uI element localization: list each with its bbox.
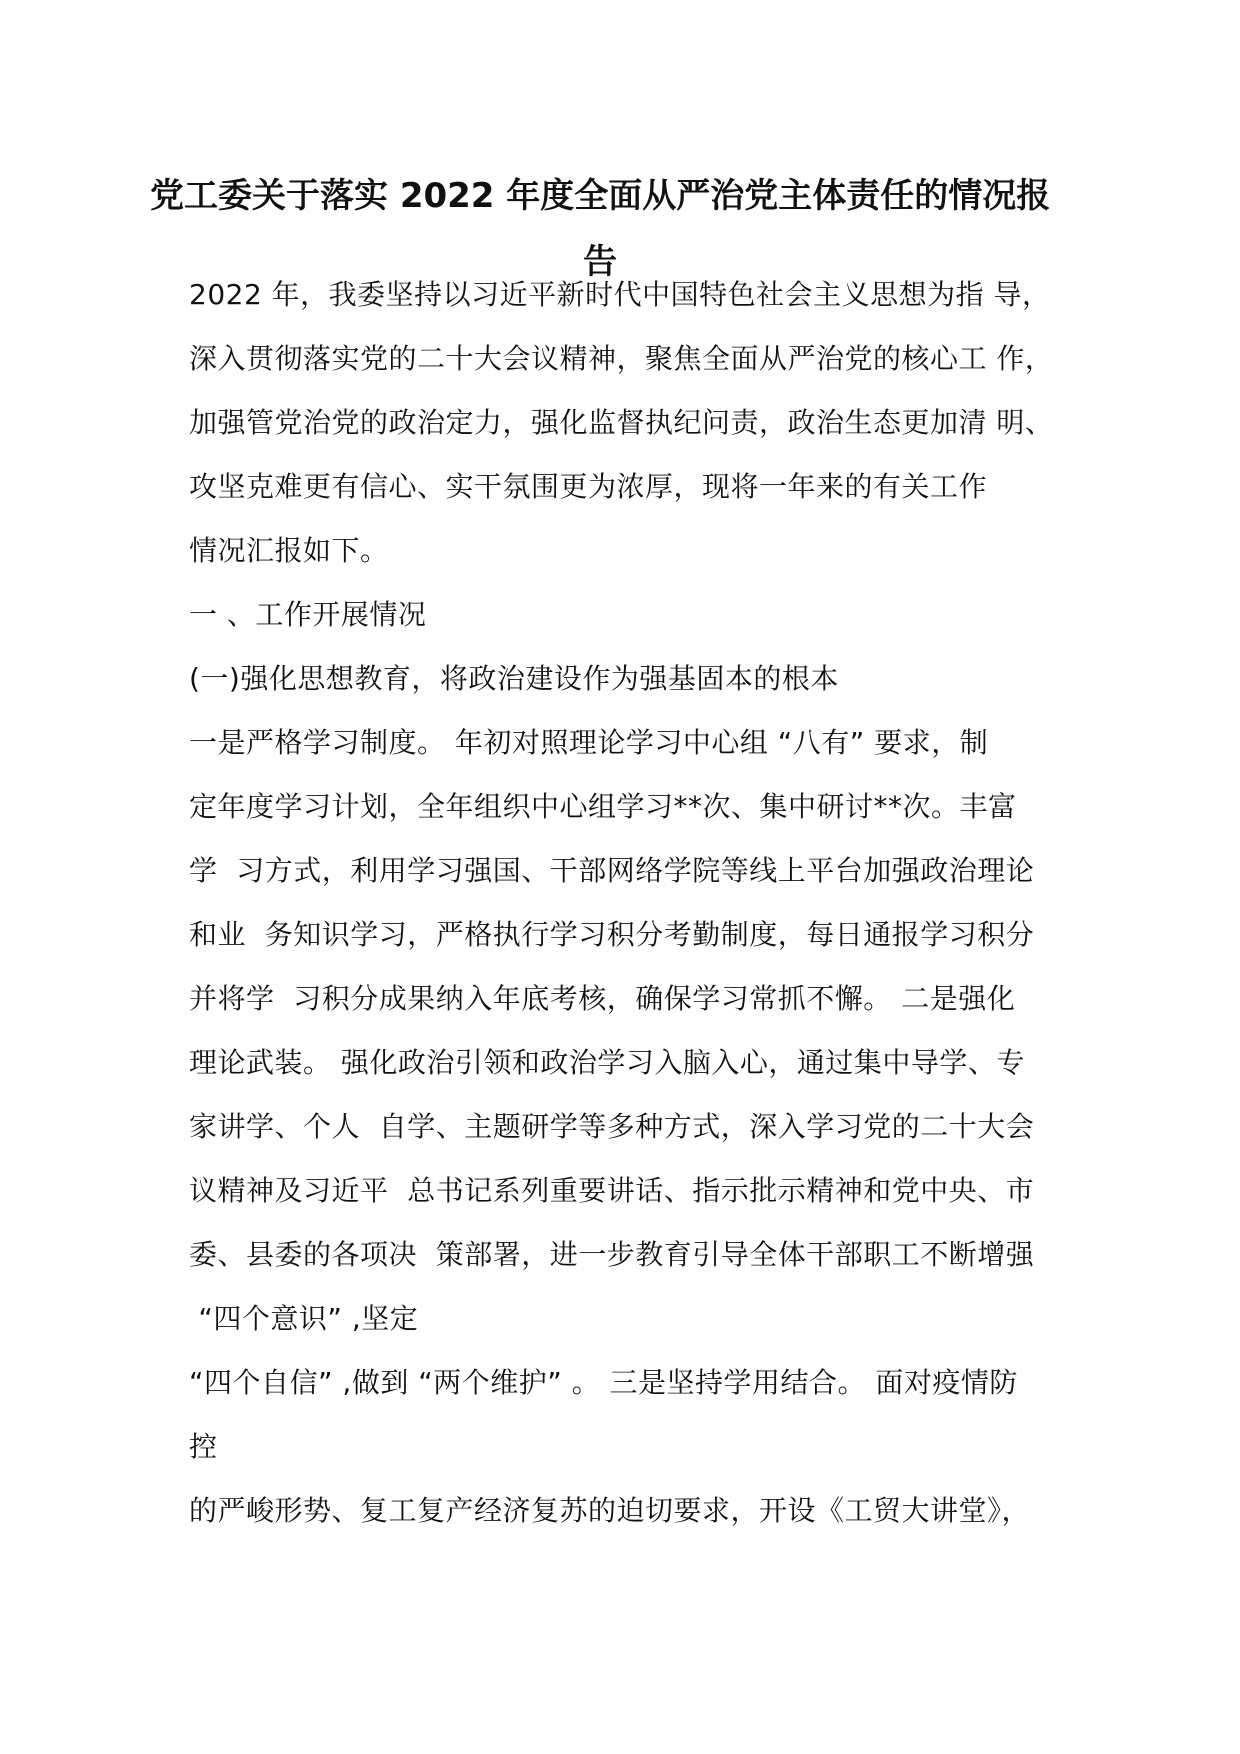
body-line: “四个意识” ,坚定 [189, 1302, 419, 1335]
body-line: 2022 年，我委坚持以习近平新时代中国特色社会主义思想为指 导， [189, 278, 1051, 311]
body-line: “四个自信” ,做到 “两个维护” 。 三是坚持学用结合。 面对疫情防 [189, 1366, 1018, 1399]
document-title-line-2: 告 [583, 242, 617, 282]
body-line: 攻坚克难更有信心、实干氛围更为浓厚，现将一年来的有关工作 [189, 470, 988, 503]
subsection-heading: (一)强化思想教育，将政治建设作为强基固本的根本 [189, 662, 839, 695]
body-line: 定年度学习计划，全年组织中心组学习**次、集中研讨**次。丰富 [189, 790, 1017, 823]
body-line: 加强管党治党的政治定力，强化监督执纪问责，政治生态更加清 明、 [189, 406, 1054, 439]
body-line: 理论武装。 强化政治引领和政治学习入脑入心，通过集中导学、专 [189, 1046, 1025, 1079]
body-line: 一是严格学习制度。 年初对照理论学习中心组 “八有” 要求，制 [189, 726, 989, 759]
body-line: 的严峻形势、复工复产经济复苏的迫切要求，开设《工贸大讲堂》， [189, 1494, 1031, 1527]
body-line: 学 习方式，利用学习强国、干部网络学院等线上平台加强政治理论 [189, 854, 1035, 887]
body-line: 情况汇报如下。 [189, 534, 389, 567]
body-line: 控 [189, 1430, 218, 1463]
body-line: 委、县委的各项决 策部署，进一步教育引导全体干部职工不断增强 [189, 1238, 1035, 1271]
body-line: 家讲学、个人 自学、主题研学等多种方式，深入学习党的二十大会 [189, 1110, 1035, 1143]
body-line: 议精神及习近平 总书记系列重要讲话、指示批示精神和党中央、市 [189, 1174, 1035, 1207]
document-title-line-1: 党工委关于落实 2022 年度全面从严治党主体责任的情况报 [150, 176, 1051, 216]
body-line: 并将学 习积分成果纳入年底考核，确保学习常抓不懈。 二是强化 [189, 982, 1016, 1015]
body-line: 深入贯彻落实党的二十大会议精神，聚焦全面从严治党的核心工 作， [189, 342, 1054, 375]
body-line: 和业 务知识学习，严格执行学习积分考勤制度，每日通报学习积分 [189, 918, 1035, 951]
section-heading: 一 、工作开展情况 [189, 598, 427, 631]
